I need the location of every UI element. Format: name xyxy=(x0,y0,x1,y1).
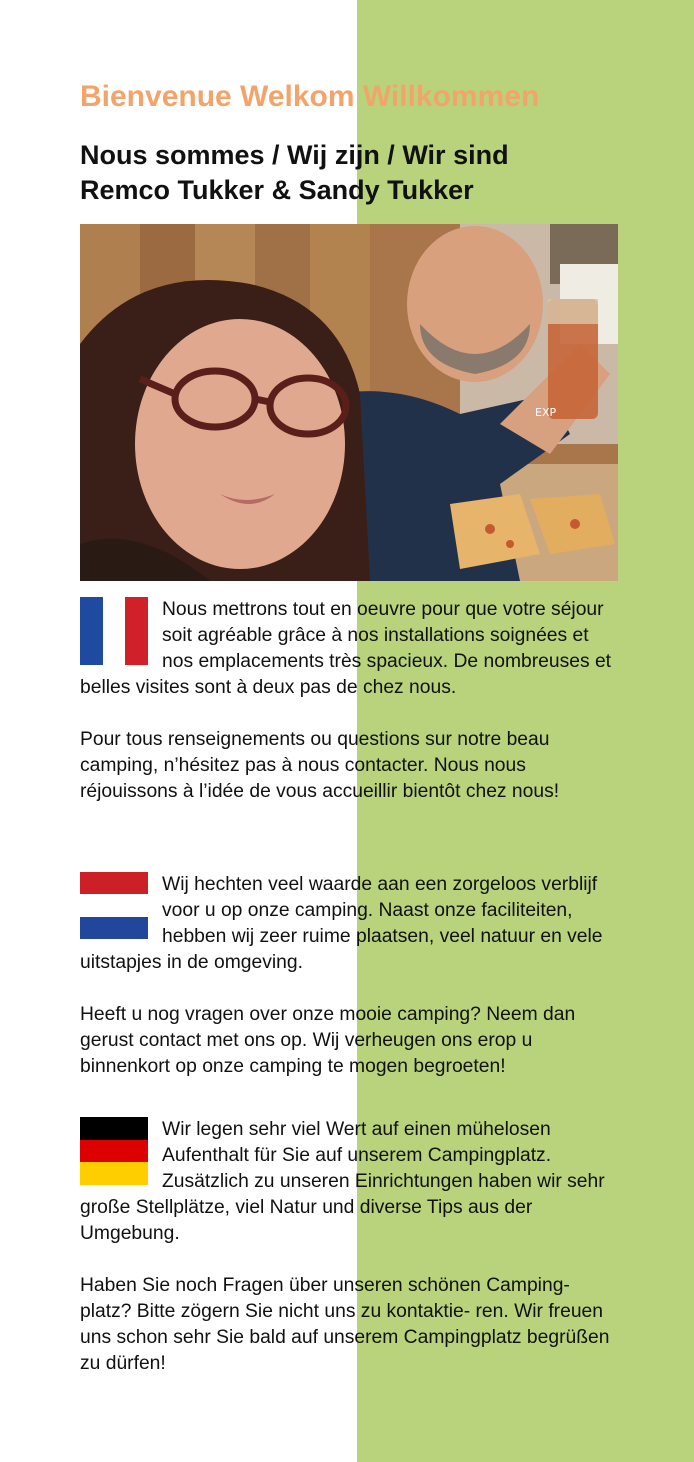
welcome-heading: Bienvenue Welkom Willkommen xyxy=(80,80,540,113)
flag-stripe-red xyxy=(125,597,148,665)
flag-stripe-red xyxy=(80,1140,148,1162)
flag-stripe-blue xyxy=(80,917,148,939)
section-german xyxy=(80,1117,620,1377)
netherlands-flag-icon xyxy=(80,872,148,940)
paragraph-french-2: Pour tous renseignements ou questions sur notre beau camping, n’hésitez pas à nous contacter. Nous nous réjouissons à l’idée de vous accueillir bientôt chez nous! xyxy=(80,729,560,802)
flag-stripe-red xyxy=(80,872,148,894)
paragraph-german-2: Haben Sie noch Fragen über unseren schönen Camping- platz? Bitte zögern Sie nicht uns zu kontaktie- ren. Wir freuen uns schon sehr Sie bald auf unserem Campingplatz begrüßen zu dürfen! xyxy=(80,1275,610,1374)
title-line-1: Nous sommes / Wij zijn / Wir sind xyxy=(80,140,509,170)
flag-stripe-black xyxy=(80,1117,148,1140)
flag-stripe-blue xyxy=(80,597,103,665)
title-line-2: Remco Tukker & Sandy Tukker xyxy=(80,175,474,205)
paragraph-dutch-1: Wij hechten veel waarde aan een zorgeloos verblijf voor u op onze camping. Naast onze faciliteiten, hebben wij zeer ruime plaatsen, veel natuur en vele uitstapjes in de omgeving. xyxy=(80,874,603,973)
paragraph-french-1: Nous mettrons tout en oeuvre pour que votre séjour soit agréable grâce à nos installations soignées et nos emplacements très spacieux. De nombreuses et belles visites sont à deux pas de chez nous. xyxy=(80,599,612,698)
glass-label: EXP xyxy=(535,406,557,419)
flag-stripe-white xyxy=(103,597,126,665)
flag-stripe-gold xyxy=(80,1162,148,1185)
france-flag-icon xyxy=(80,597,148,665)
germany-flag-icon xyxy=(80,1117,148,1185)
section-dutch xyxy=(80,872,620,1080)
woman-face xyxy=(135,319,345,569)
owners-selfie-photo xyxy=(80,224,618,581)
owners-title xyxy=(80,138,509,208)
paragraph-dutch-2: Heeft u nog vragen over onze mooie camping? Neem dan gerust contact met ons op. Wij verheugen ons erop u binnenkort op onze camping te mogen begroeten! xyxy=(80,1004,576,1077)
section-french xyxy=(80,597,620,805)
paragraph-german-1: Wir legen sehr viel Wert auf einen mühelosen Aufenthalt für Sie auf unserem Campingplatz. Zusätzlich zu unseren Einrichtungen haben wir sehr große Stellplätze, viel Natur und diverse Tips aus der Umgebung. xyxy=(80,1119,605,1244)
owners-photo xyxy=(80,224,618,581)
